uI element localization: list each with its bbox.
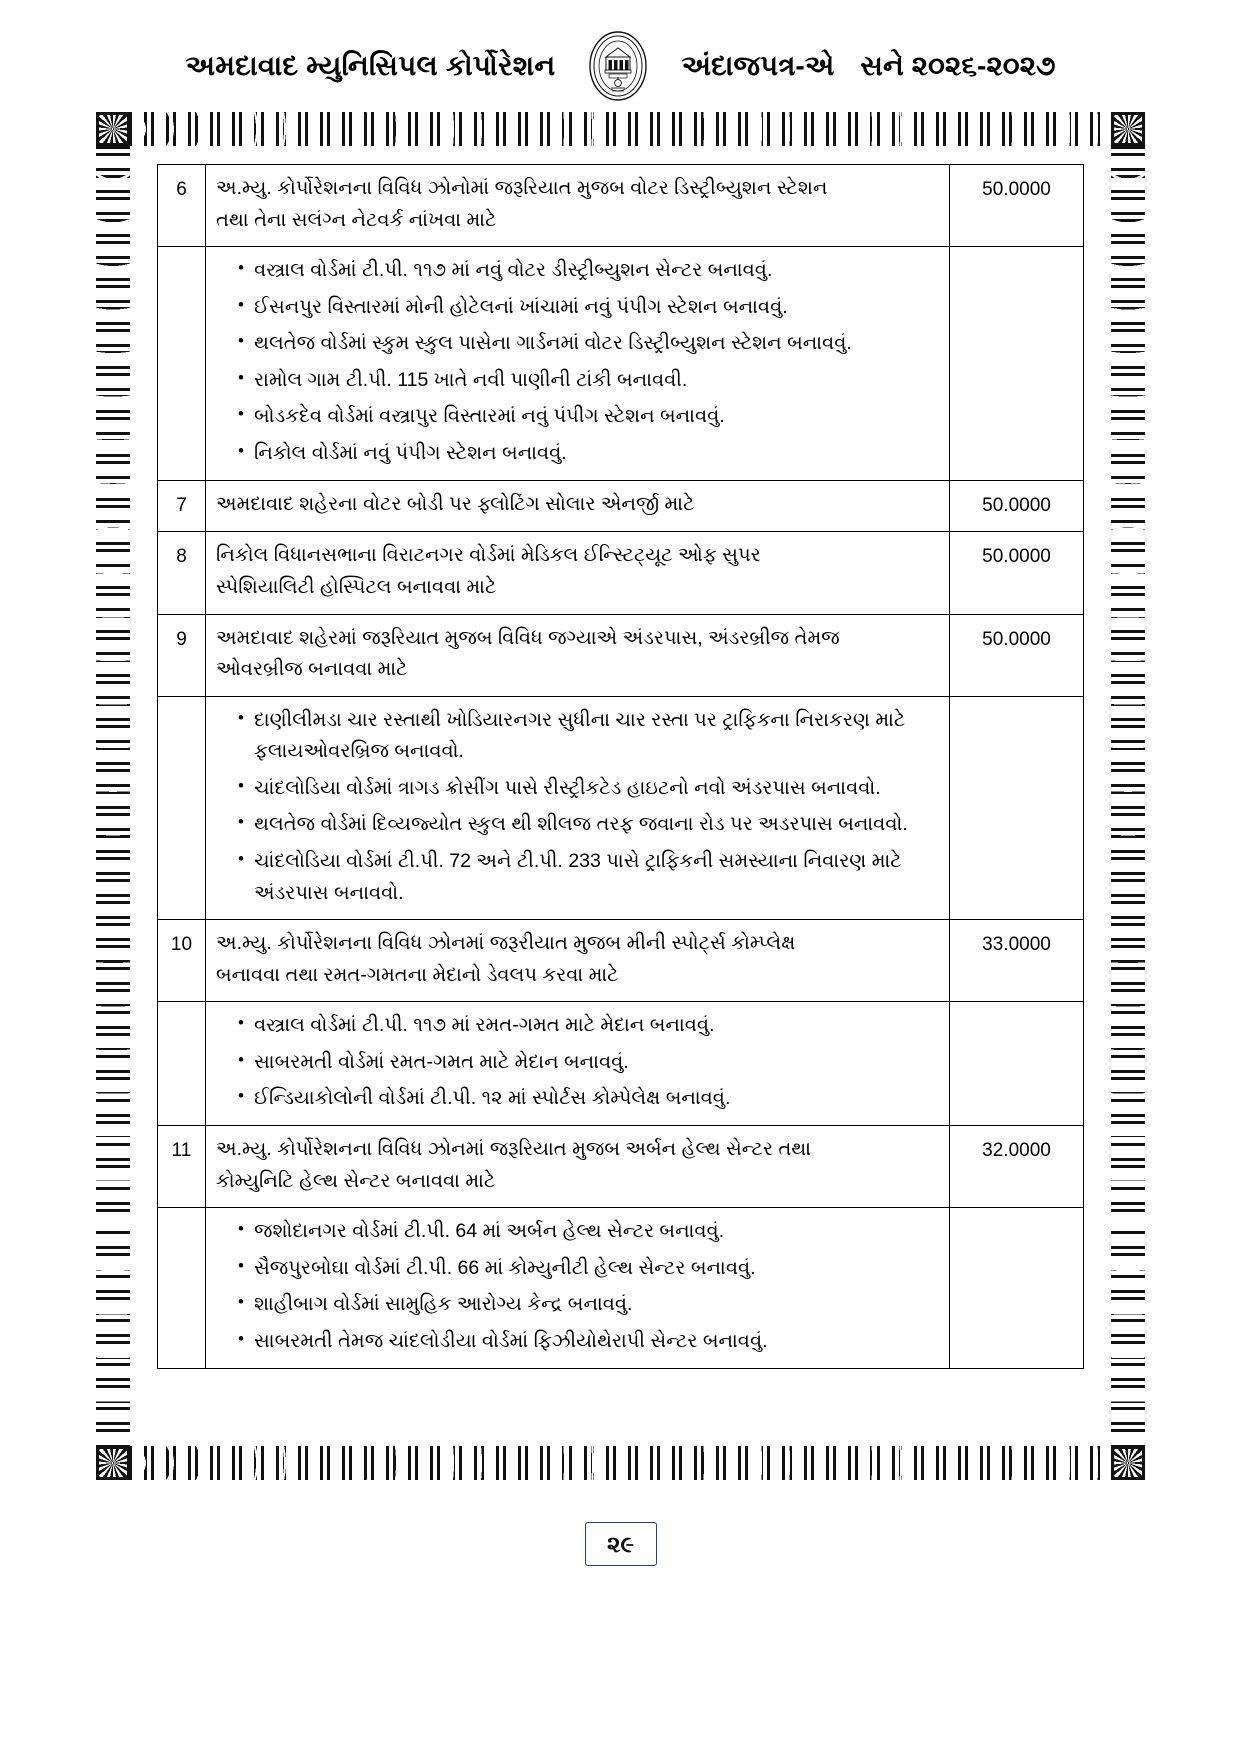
list-item: • સૈજપુરબોઘા વોર્ડમાં ટી.પી. 66 માં કોમ્યુનીટી હેલ્થ સેન્ટર બનાવવું. [238,1253,939,1285]
table-row [158,1126,1084,1208]
table-row [158,1208,1084,1368]
sub-item-list [216,1010,939,1115]
sub-item-list [216,255,939,469]
amount-cell: 50.0000 [950,165,1084,247]
list-item: • ચાંદલોડિયા વોર્ડમાં ટી.પી. 72 અને ટી.પી. 233 પાસે ટ્રાફિકની સમસ્યાના નિવારણ માટે અંડરપાસ બનાવવો. [238,846,939,909]
serial-number-cell: 10 [158,920,206,1002]
amount-cell-empty [950,696,1084,919]
list-item: • ઈન્ડિયાકોલોની વોર્ડમાં ટી.પી. ૧૨ માં સ્પોર્ટસ કોમ્પેલેક્ષ બનાવવું. [238,1083,939,1115]
serial-number-cell: 7 [158,480,206,532]
header-inner [185,29,1055,103]
amount-cell: 33.0000 [950,920,1084,1002]
chain-pattern-bottom [96,1446,1145,1480]
amount-cell-empty [950,1208,1084,1368]
amount-cell: 50.0000 [950,480,1084,532]
document-title: અંદાજપત્ર-એ [681,49,835,81]
serial-number-cell-empty [158,696,206,919]
amount-cell: 32.0000 [950,1126,1084,1208]
description-line: તથા તેના સલંગ્ન નેટવર્ક નાંખવા માટે [216,208,497,231]
description-cell [206,1126,950,1208]
amc-emblem-icon [581,29,655,103]
list-item: • શાહીબાગ વોર્ડમાં સામુહિક આરોગ્ય કેન્દ્ર બનાવવું. [238,1289,939,1321]
frame-band-right [1111,112,1145,1480]
amount-cell-empty [950,1002,1084,1126]
frame-corner-top-left [96,112,130,146]
table-row [158,480,1084,532]
list-item: • બોડકદેવ વોર્ડમાં વસ્ત્રાપુર વિસ્તારમાં નવું પંપીગ સ્ટેશન બનાવવું. [238,401,939,433]
description-line: ઓવરબ્રીજ બનાવવા માટે [216,658,408,681]
sub-item-list [216,1216,939,1357]
frame-corner-bottom-right [1111,1446,1145,1480]
serial-number-cell: 8 [158,532,206,614]
sub-items-cell [206,1002,950,1126]
amount-cell: 50.0000 [950,532,1084,614]
list-item: • વસ્ત્રાલ વોર્ડમાં ટી.પી. ૧૧૭ માં રમત-ગમત માટે મેદાન બનાવવું. [238,1010,939,1042]
list-item: • સાબરમતી વોર્ડમાં રમત-ગમત માટે મેદાન બનાવવું. [238,1047,939,1079]
description-cell [206,920,950,1002]
description-line: અમદાવાદ શહેરના વોટર બોડી પર ફ્લોટિંગ સોલાર એનર્જી માટે [216,492,695,515]
description-line: કોમ્યુનિટિ હેલ્થ સેન્ટર બનાવવા માટે [216,1169,496,1192]
description-cell [206,532,950,614]
frame-band-top [96,112,1145,146]
table-row [158,1002,1084,1126]
list-item: • જશોદાનગર વોર્ડમાં ટી.પી. 64 માં અર્બન હેલ્થ સેન્ટર બનાવવું. [238,1216,939,1248]
table-row [158,614,1084,696]
frame-band-left [96,112,130,1480]
page-number-box [585,1522,657,1566]
list-item: • ચાંદલોડિયા વોર્ડમાં ત્રાગડ ક્રોસીંગ પાસે રીસ્ટ્રીકટેડ હાઇટનો નવો અંડરપાસ બનાવવો. [238,773,939,805]
page-number: ૨૯ [606,1530,635,1557]
budget-table-body [158,165,1084,1369]
document-title-group [681,50,1055,83]
amount-cell-empty [950,247,1084,480]
description-line: અમદાવાદ શહેરમાં જરૂરિયાત મુજબ વિવિધ જગ્યાએ અંડરપાસ, અંડરબ્રીજ તેમજ [216,626,840,649]
chain-pattern-left [96,112,130,1480]
serial-number-cell: 9 [158,614,206,696]
sub-items-cell [206,247,950,480]
list-item: • થલતેજ વોર્ડમાં સ્કુમ સ્કુલ પાસેના ગાર્ડનમાં વોટર ડિસ્ટ્રીબ્યુશન સ્ટેશન બનાવવું. [238,328,939,360]
list-item: • વસ્ત્રાલ વોર્ડમાં ટી.પી. ૧૧૭ માં નવું વોટર ડીસ્ટ્રીબ્યુશન સેન્ટર બનાવવું. [238,255,939,287]
serial-number-cell: 6 [158,165,206,247]
list-item: • સાબરમતી તેમજ ચાંદલોડીયા વોર્ડમાં ફિઝીયોથેરાપી સેન્ટર બનાવવું. [238,1326,939,1358]
amount-cell: 50.0000 [950,614,1084,696]
table-row [158,920,1084,1002]
list-item: • રામોલ ગામ ટી.પી. 115 ખાતે નવી પાણીની ટાંકી બનાવવી. [238,365,939,397]
sub-items-cell [206,1208,950,1368]
list-item: • નિકોલ વોર્ડમાં નવું પંપીગ સ્ટેશન બનાવવું. [238,438,939,470]
table-row [158,165,1084,247]
description-line: અ.મ્યુ. કોર્પોરેશનના વિવિધ ઝોનોમાં જરૂરિયાત મુજબ વોટર ડિસ્ટ્રીબ્યુશન સ્ટેશન [216,177,828,199]
frame-band-bottom [96,1446,1145,1480]
table-row [158,532,1084,614]
description-line: સ્પેશિયાલિટી હોસ્પિટલ બનાવવા માટે [216,575,497,598]
serial-number-cell-empty [158,247,206,480]
description-line: બનાવવા તથા રમત-ગમતના મેદાનો ડેવલપ કરવા માટે [216,963,619,986]
decorative-page-frame [96,112,1145,1480]
description-cell [206,165,950,247]
description-line: અ.મ્યુ. કોર્પોરેશનના વિવિધ ઝોનમાં જરૂરીયાત મુજબ મીની સ્પોર્ટ્સ કોમ્પ્લેક્ષ [216,932,796,955]
description-cell [206,480,950,532]
table-row [158,696,1084,919]
list-item: • ઈસનપુર વિસ્તારમાં મોની હોટેલનાં ખાંચામાં નવું પંપીગ સ્ટેશન બનાવવું. [238,292,939,324]
frame-corner-bottom-left [96,1446,130,1480]
chain-pattern-top [96,112,1145,146]
list-item: • દાણીલીમડા ચાર રસ્તાથી ખોડિયારનગર સુધીના ચાર રસ્તા પર ટ્રાફિકના નિરાકરણ માટે ફલાયઓવરબ્રિજ બનાવવો. [238,705,939,768]
serial-number-cell-empty [158,1002,206,1126]
sub-item-list [216,705,939,909]
chain-pattern-right [1111,112,1145,1480]
budget-items-table [157,164,1084,1369]
description-cell [206,614,950,696]
description-line: અ.મ્યુ. કોર્પોરેશનના વિવિધ ઝોનમાં જરૂરિયાત મુજબ અર્બન હેલ્થ સેન્ટર તથા [216,1138,812,1161]
serial-number-cell-empty [158,1208,206,1368]
table-row [158,247,1084,480]
frame-corner-top-right [1111,112,1145,146]
organization-title: અમદાવાદ મ્યુનિસિપલ કોર્પોરેશન [185,49,556,81]
fiscal-year: સને ૨૦૨૬-૨૦૨૭ [860,49,1056,81]
serial-number-cell: 11 [158,1126,206,1208]
page-header [0,26,1241,106]
sub-items-cell [206,696,950,919]
list-item: • થલતેજ વોર્ડમાં દિવ્યજ્યોત સ્કુલ થી શીલજ તરફ જવાના રોડ પર અડરપાસ બનાવવો. [238,809,939,841]
description-line: નિકોલ વિધાનસભાના વિરાટનગર વોર્ડમાં મેડિકલ ઈન્સ્ટિટ્યૂટ ઓફ સુપર [216,544,761,567]
